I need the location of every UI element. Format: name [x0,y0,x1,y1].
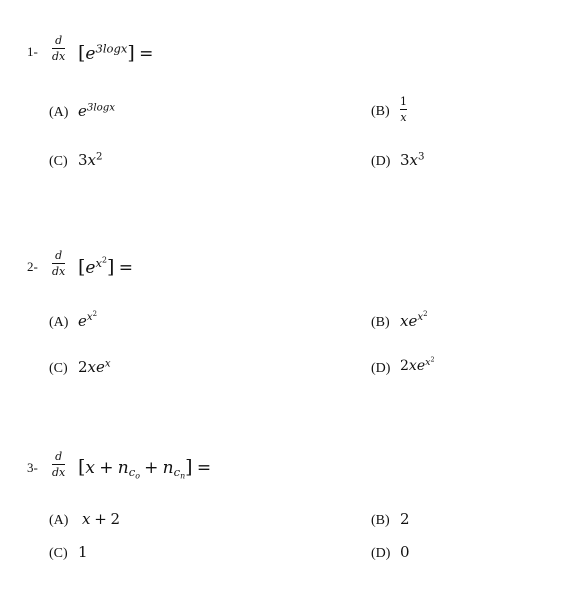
opt-coefficient: 3 [400,151,410,169]
question-number: 1- [27,44,38,59]
question-expression [78,256,133,278]
opt-exponent-power: 2 [423,310,428,319]
opt-exponent: 3logx [86,102,116,114]
expr-base: e [85,258,96,278]
derivative-operator [52,250,65,277]
opt-exponent-power: 2 [430,355,435,364]
deriv-numerator: d [55,34,63,47]
subscript-c: c [173,465,181,480]
subscript-o: o [135,471,140,481]
opt-prefix: x [408,358,417,374]
right-bracket: ] [127,42,135,64]
option-c-label: (C) [49,154,68,169]
expr-base: e [85,44,96,64]
equals-sign: = [118,258,133,278]
option-a-label: (A) [49,105,69,120]
opt-numerator: 1 [400,95,407,108]
option-b-label: (B) [371,315,390,330]
opt-exponent-power: 2 [92,310,98,319]
option-b-label: (B) [371,513,390,528]
option-c-label: (C) [49,546,68,561]
left-bracket: [ [78,42,86,64]
plus-sign: + [99,458,114,478]
subscript-n: n [180,471,186,481]
subscript-c: c [128,465,136,480]
opt-coefficient: 2 [78,358,88,376]
expr-exponent-power: 2 [102,255,108,265]
opt-exponent-base: x [417,312,424,324]
option-c-value [78,151,103,170]
opt-exponent-base: x [425,356,431,368]
opt-coefficient: 2 [400,358,409,374]
option-a-label: (A) [49,513,69,528]
question-number: 3- [27,460,38,475]
question-expression [78,456,212,481]
option-b-label: (B) [371,104,390,119]
derivative-operator [52,451,65,478]
expr-term-n: n [162,458,174,478]
option-a-value [78,312,97,331]
opt-base: e [78,312,87,330]
option-d-value: 0 [400,543,410,561]
question-number: 2- [27,259,38,274]
opt-value: 2 [110,510,121,528]
deriv-numerator: d [55,450,63,463]
option-b-value [400,312,428,331]
opt-base: e [416,358,426,374]
opt-variable: x [82,510,91,528]
option-d-value [400,355,435,375]
equals-sign: = [139,44,154,64]
option-a-label: (A) [49,315,69,330]
option-a-value [82,510,120,529]
left-bracket: [ [78,256,86,278]
opt-exponent: 2 [96,151,103,163]
deriv-denominator: dx [52,265,66,278]
option-d-label: (D) [371,546,391,561]
opt-base: x [87,151,97,169]
derivative-operator [52,35,65,62]
opt-exponent: 3 [418,151,425,163]
expr-exponent-base: x [95,255,102,270]
opt-exponent: x [104,358,111,370]
question-expression [78,42,153,64]
option-c-value: 1 [78,543,88,561]
opt-prefix: x [87,358,97,376]
plus-sign: + [144,458,159,478]
deriv-denominator: dx [52,50,66,63]
option-b-value [400,96,407,123]
option-b-value: 2 [400,510,410,528]
option-c-label: (C) [49,361,68,376]
option-d-label: (D) [371,361,391,376]
option-d-value [400,151,425,170]
deriv-denominator: dx [52,466,66,479]
equals-sign: = [196,458,212,478]
opt-exponent-base: x [86,312,93,324]
opt-base: e [408,312,418,330]
opt-operator: + [94,510,107,528]
left-bracket: [ [78,456,86,478]
expr-exponent: 3logx [95,41,128,56]
opt-coefficient: 3 [78,151,88,169]
expr-term-n: n [117,458,129,478]
option-c-value [78,358,111,377]
opt-prefix: x [400,312,409,330]
option-a-value [78,102,115,121]
opt-denominator: x [400,111,407,124]
option-d-label: (D) [371,154,391,169]
opt-base: x [409,151,419,169]
expr-term-x: x [85,458,96,478]
right-bracket: ] [107,256,115,278]
opt-base: e [78,102,87,120]
right-bracket: ] [185,456,193,478]
deriv-numerator: d [55,249,63,262]
opt-base: e [96,358,105,376]
